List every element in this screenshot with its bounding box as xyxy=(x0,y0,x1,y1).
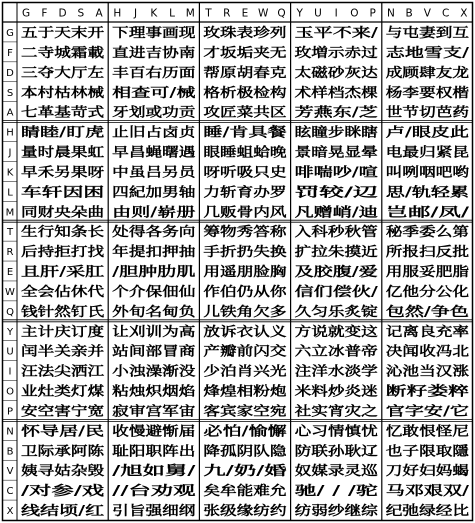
character-line: 玫珠表珍列 xyxy=(203,26,269,41)
column-key-letter: W xyxy=(258,7,269,20)
character-line: 世节切芭药 xyxy=(385,105,451,121)
character-line: 力斩育办罗 xyxy=(203,185,269,201)
character-line: 收慢避惭届 xyxy=(112,424,178,440)
column-key-letter: Y xyxy=(296,7,303,20)
character-line: 全会佔休代 xyxy=(21,284,87,300)
character-line: 术样档杰棵 xyxy=(294,85,360,101)
column-key-letter: D xyxy=(58,7,67,20)
character-line: 卢/眼皮此 xyxy=(385,125,443,141)
character-line: 安空害宁宽 xyxy=(21,404,87,420)
character-line: 芳燕东/芝 xyxy=(294,105,352,121)
character-line: 耻阳职阵出 xyxy=(112,444,178,460)
character-line: 后持拒打找 xyxy=(21,245,87,261)
character-line: 下理事画现 xyxy=(112,26,178,41)
character-line: 沁池当汉涨 xyxy=(385,364,451,380)
character-line: 社实宵灾之 xyxy=(294,404,360,420)
character-line: 啡喘吵/喧 xyxy=(294,165,352,181)
character-line: 量时晨果虹 xyxy=(21,145,87,161)
character-line: /对参/戏 xyxy=(21,484,70,500)
character-line: 景暗晃显晕 xyxy=(294,145,360,161)
character-line: 眼睡蛆蛤晚 xyxy=(203,145,269,161)
row-key-letter: B xyxy=(6,446,14,458)
row-key-letter: C xyxy=(6,486,14,498)
character-line: 扩拉朱摸近 xyxy=(294,245,360,261)
row-key-letter: O xyxy=(6,386,14,398)
row-key-letter: Y xyxy=(6,326,14,338)
character-line: 罚较/辺 xyxy=(294,185,339,201)
column-key-letter: N xyxy=(386,7,395,20)
character-line: 中虽吕另员 xyxy=(112,165,178,181)
character-line: 本村枯林械 xyxy=(21,85,87,101)
row-key-letter: F xyxy=(7,47,13,59)
character-line: /胆肿肋肌 xyxy=(112,265,169,281)
row-key-letter: A xyxy=(6,107,14,119)
character-line: 早昌蝇曙遇 xyxy=(112,145,178,161)
column-key-letter: K xyxy=(150,7,158,20)
character-line: 外旬名甸负 xyxy=(112,304,178,320)
column-key-letter: M xyxy=(185,7,195,20)
row-key-letter: P xyxy=(6,406,14,418)
character-line: 怀导居/民 xyxy=(21,424,78,440)
character-line: 心习情慎忧 xyxy=(294,424,360,440)
character-line: 凡赠峭/迪 xyxy=(294,205,352,221)
character-line: 及胶腹/爱 xyxy=(294,265,352,281)
column-key-letter: G xyxy=(22,7,31,20)
character-line: /旭如舅/ xyxy=(112,464,161,480)
row-key-letter: H xyxy=(6,127,14,139)
character-line: 才坂垢夹无 xyxy=(203,45,269,61)
character-line: 且肝/采肛 xyxy=(21,265,78,281)
row-key-letter: M xyxy=(5,207,15,219)
character-line: 几贩骨内风 xyxy=(203,205,269,221)
character-line: 思/轨轻累 xyxy=(385,185,443,201)
row-key-letter: Q xyxy=(6,306,14,318)
character-line: 睡/肯具餐 xyxy=(203,125,261,141)
character-line: 眩瞳步眯瞎 xyxy=(294,125,360,141)
character-line: 直进吉协南 xyxy=(112,45,178,61)
column-key-letter: V xyxy=(423,7,431,20)
character-line: 张级缘纺约 xyxy=(203,504,269,520)
character-line: 成顾肆友龙 xyxy=(385,65,451,81)
row-key-letter: J xyxy=(8,147,12,159)
character-line: 烽煌相粉炮 xyxy=(203,384,269,400)
column-key-letter: J xyxy=(134,7,138,20)
character-line: 让刈训为高 xyxy=(112,324,178,340)
character-line: 处得各务向 xyxy=(112,225,178,241)
character-line: 业灶类灯煤 xyxy=(21,384,87,400)
character-line: 电最归紧昆 xyxy=(385,145,451,161)
character-line: 产瓣前闪交 xyxy=(203,344,269,360)
character-line: 闰半关亲并 xyxy=(21,344,87,360)
character-line: 站间部冒商 xyxy=(112,344,178,360)
character-line: 七革基苛式 xyxy=(21,105,87,121)
character-line: 杨李要权楷 xyxy=(385,85,451,101)
character-line: 亿他分公化 xyxy=(385,284,451,300)
character-line: 儿铁角欠多 xyxy=(203,304,269,320)
column-key-letter: R xyxy=(223,7,231,20)
character-line: 钱针然钉氏 xyxy=(21,304,87,320)
column-key-letter: C xyxy=(441,7,450,20)
character-line: 马邓艰双/ xyxy=(385,484,443,500)
row-key-letter: W xyxy=(5,286,15,298)
character-line: 太磁砂灰达 xyxy=(294,65,360,81)
character-line: 志地雪支/ xyxy=(385,45,443,61)
row-key-letter: K xyxy=(6,167,14,179)
column-key-letter: T xyxy=(205,7,212,20)
character-line: 叫咧咽吧哟 xyxy=(385,165,451,181)
column-key-letter: I xyxy=(334,7,338,20)
character-line: 二寺城霜載 xyxy=(21,45,87,61)
character-line: 作伯仍从你 xyxy=(203,284,269,300)
character-line: 九/奶/婚 xyxy=(203,464,252,480)
row-key-letter: U xyxy=(6,346,14,358)
character-line: 信们偿伙/ xyxy=(294,284,352,300)
character-line: 奴媒录灵巡 xyxy=(294,464,360,480)
character-line: 早禾另果呀 xyxy=(21,165,87,181)
character-line: 四紀加男轴 xyxy=(112,185,178,201)
character-line: 呀听吸只史 xyxy=(203,165,269,181)
character-line: 寂审宫军宙 xyxy=(112,404,178,420)
character-line: 牙划或功贡 xyxy=(112,105,178,121)
character-line: 相查可/械 xyxy=(112,85,169,101)
character-line: 秘季委么第 xyxy=(385,225,451,241)
character-line: 断籽娄粹 xyxy=(385,384,438,400)
character-line: 格析极检构 xyxy=(203,85,269,101)
character-line: 五于天末开 xyxy=(21,26,87,41)
character-line: 个介保佃仙 xyxy=(112,284,178,300)
character-line: 引旨强细纲 xyxy=(112,504,178,520)
row-key-letter: V xyxy=(6,466,14,478)
row-key-letter: N xyxy=(6,426,14,438)
character-line: 刀好妇妈蝎 xyxy=(385,464,451,480)
character-line: 止旧占卤贞 xyxy=(112,125,178,141)
character-line: 年提扣押抽 xyxy=(112,245,178,261)
character-line: 汪法尖洒江 xyxy=(21,364,87,380)
character-line: 睛睦/盯虎 xyxy=(21,125,78,141)
character-line: 主计庆订度 xyxy=(21,324,87,340)
character-line: 同财央朵曲 xyxy=(21,205,87,221)
character-line: 必怕/愉懈 xyxy=(203,424,261,440)
character-line: 用服妥肥脂 xyxy=(385,265,451,281)
character-line: 用遥朋脸胸 xyxy=(203,265,269,281)
row-key-letter: I xyxy=(8,366,12,378)
character-line: 车轩因困 xyxy=(21,185,74,201)
column-key-letter: Q xyxy=(277,7,286,20)
column-key-letter: H xyxy=(113,7,122,20)
character-line: 帮原胡春克 xyxy=(203,65,269,81)
row-key-letter: X xyxy=(6,506,14,518)
character-line: 线结顷/红 xyxy=(21,504,78,520)
column-key-letter: S xyxy=(77,7,85,20)
row-key-letter: L xyxy=(7,187,13,199)
character-line: 粘烛炽烟焰 xyxy=(112,384,178,400)
character-line: 久匀乐炙锭 xyxy=(294,304,360,320)
character-line: //台劝观 xyxy=(112,484,161,500)
character-line: 忆敢恨怪尼 xyxy=(385,424,451,440)
row-key-letter: T xyxy=(6,227,14,239)
character-line: 决闻收冯北 xyxy=(385,344,451,360)
column-key-letter: L xyxy=(169,7,175,20)
character-line: 六立冰普帝 xyxy=(294,344,360,360)
character-line: 三夺大厅左 xyxy=(21,65,87,81)
column-key-letter: B xyxy=(405,7,413,20)
character-line: 生行知条长 xyxy=(21,225,87,241)
character-line: 官字安/它 xyxy=(385,404,443,420)
column-key-letter: F xyxy=(41,7,48,20)
character-line: 所报扫反批 xyxy=(385,245,451,261)
character-line: 记离良充率 xyxy=(385,324,451,340)
character-line: 入科秒秋管 xyxy=(294,225,360,241)
character-line: 包然/争色 xyxy=(385,304,443,320)
character-line: 米料炒炎迷 xyxy=(294,384,360,400)
column-key-letter: U xyxy=(314,7,322,20)
row-key-letter: S xyxy=(6,87,14,99)
character-line: 纪弛绿经比 xyxy=(385,504,451,520)
character-line: 由则/崭册 xyxy=(112,205,169,221)
character-line: 攻匠菜共区 xyxy=(203,105,269,121)
character-line: 注洋水淡学 xyxy=(294,364,360,380)
character-line: 筹物秀答称 xyxy=(203,225,269,241)
character-line: 卫际承阿陈 xyxy=(21,444,87,460)
character-line: 丰百右历面 xyxy=(112,65,178,81)
character-line: 小浊澡渐没 xyxy=(112,364,178,380)
column-key-letter: O xyxy=(350,7,359,20)
character-line: 放诉衣认义 xyxy=(203,324,269,340)
character-line: 姨寻姑杂毁 xyxy=(21,464,87,480)
character-line: 手折扔失换 xyxy=(203,245,269,261)
character-blocks xyxy=(20,25,471,519)
character-line: 矣牟能难允 xyxy=(203,484,269,500)
character-line: 少泊肖兴光 xyxy=(203,364,269,380)
character-line: 防联孙耿辽 xyxy=(294,444,360,460)
character-line: 降孤阴队隐 xyxy=(203,444,269,460)
row-key-letter: R xyxy=(6,247,14,259)
character-line: 玫増示赤过 xyxy=(294,45,360,61)
column-key-letter: A xyxy=(95,7,103,20)
character-line: 与屯妻到互 xyxy=(385,26,451,41)
character-line: 纺弱纱继综 xyxy=(294,504,360,520)
character-line: 驰/ / /驼 xyxy=(294,484,344,500)
column-key-letter: P xyxy=(369,7,376,20)
column-key-letter: E xyxy=(241,7,249,20)
row-key-letter: D xyxy=(6,67,14,79)
character-line: 方说就变这 xyxy=(294,324,360,340)
character-line: 岂邮/凤/ xyxy=(385,205,435,221)
character-line: 玉平不来/ xyxy=(294,26,352,41)
character-line: 也子限取隱 xyxy=(385,444,451,460)
character-line: 客宾家空宛 xyxy=(203,404,269,420)
column-key-letter: X xyxy=(460,7,468,20)
row-key-letter: G xyxy=(6,28,14,39)
row-key-letter: E xyxy=(6,267,14,279)
